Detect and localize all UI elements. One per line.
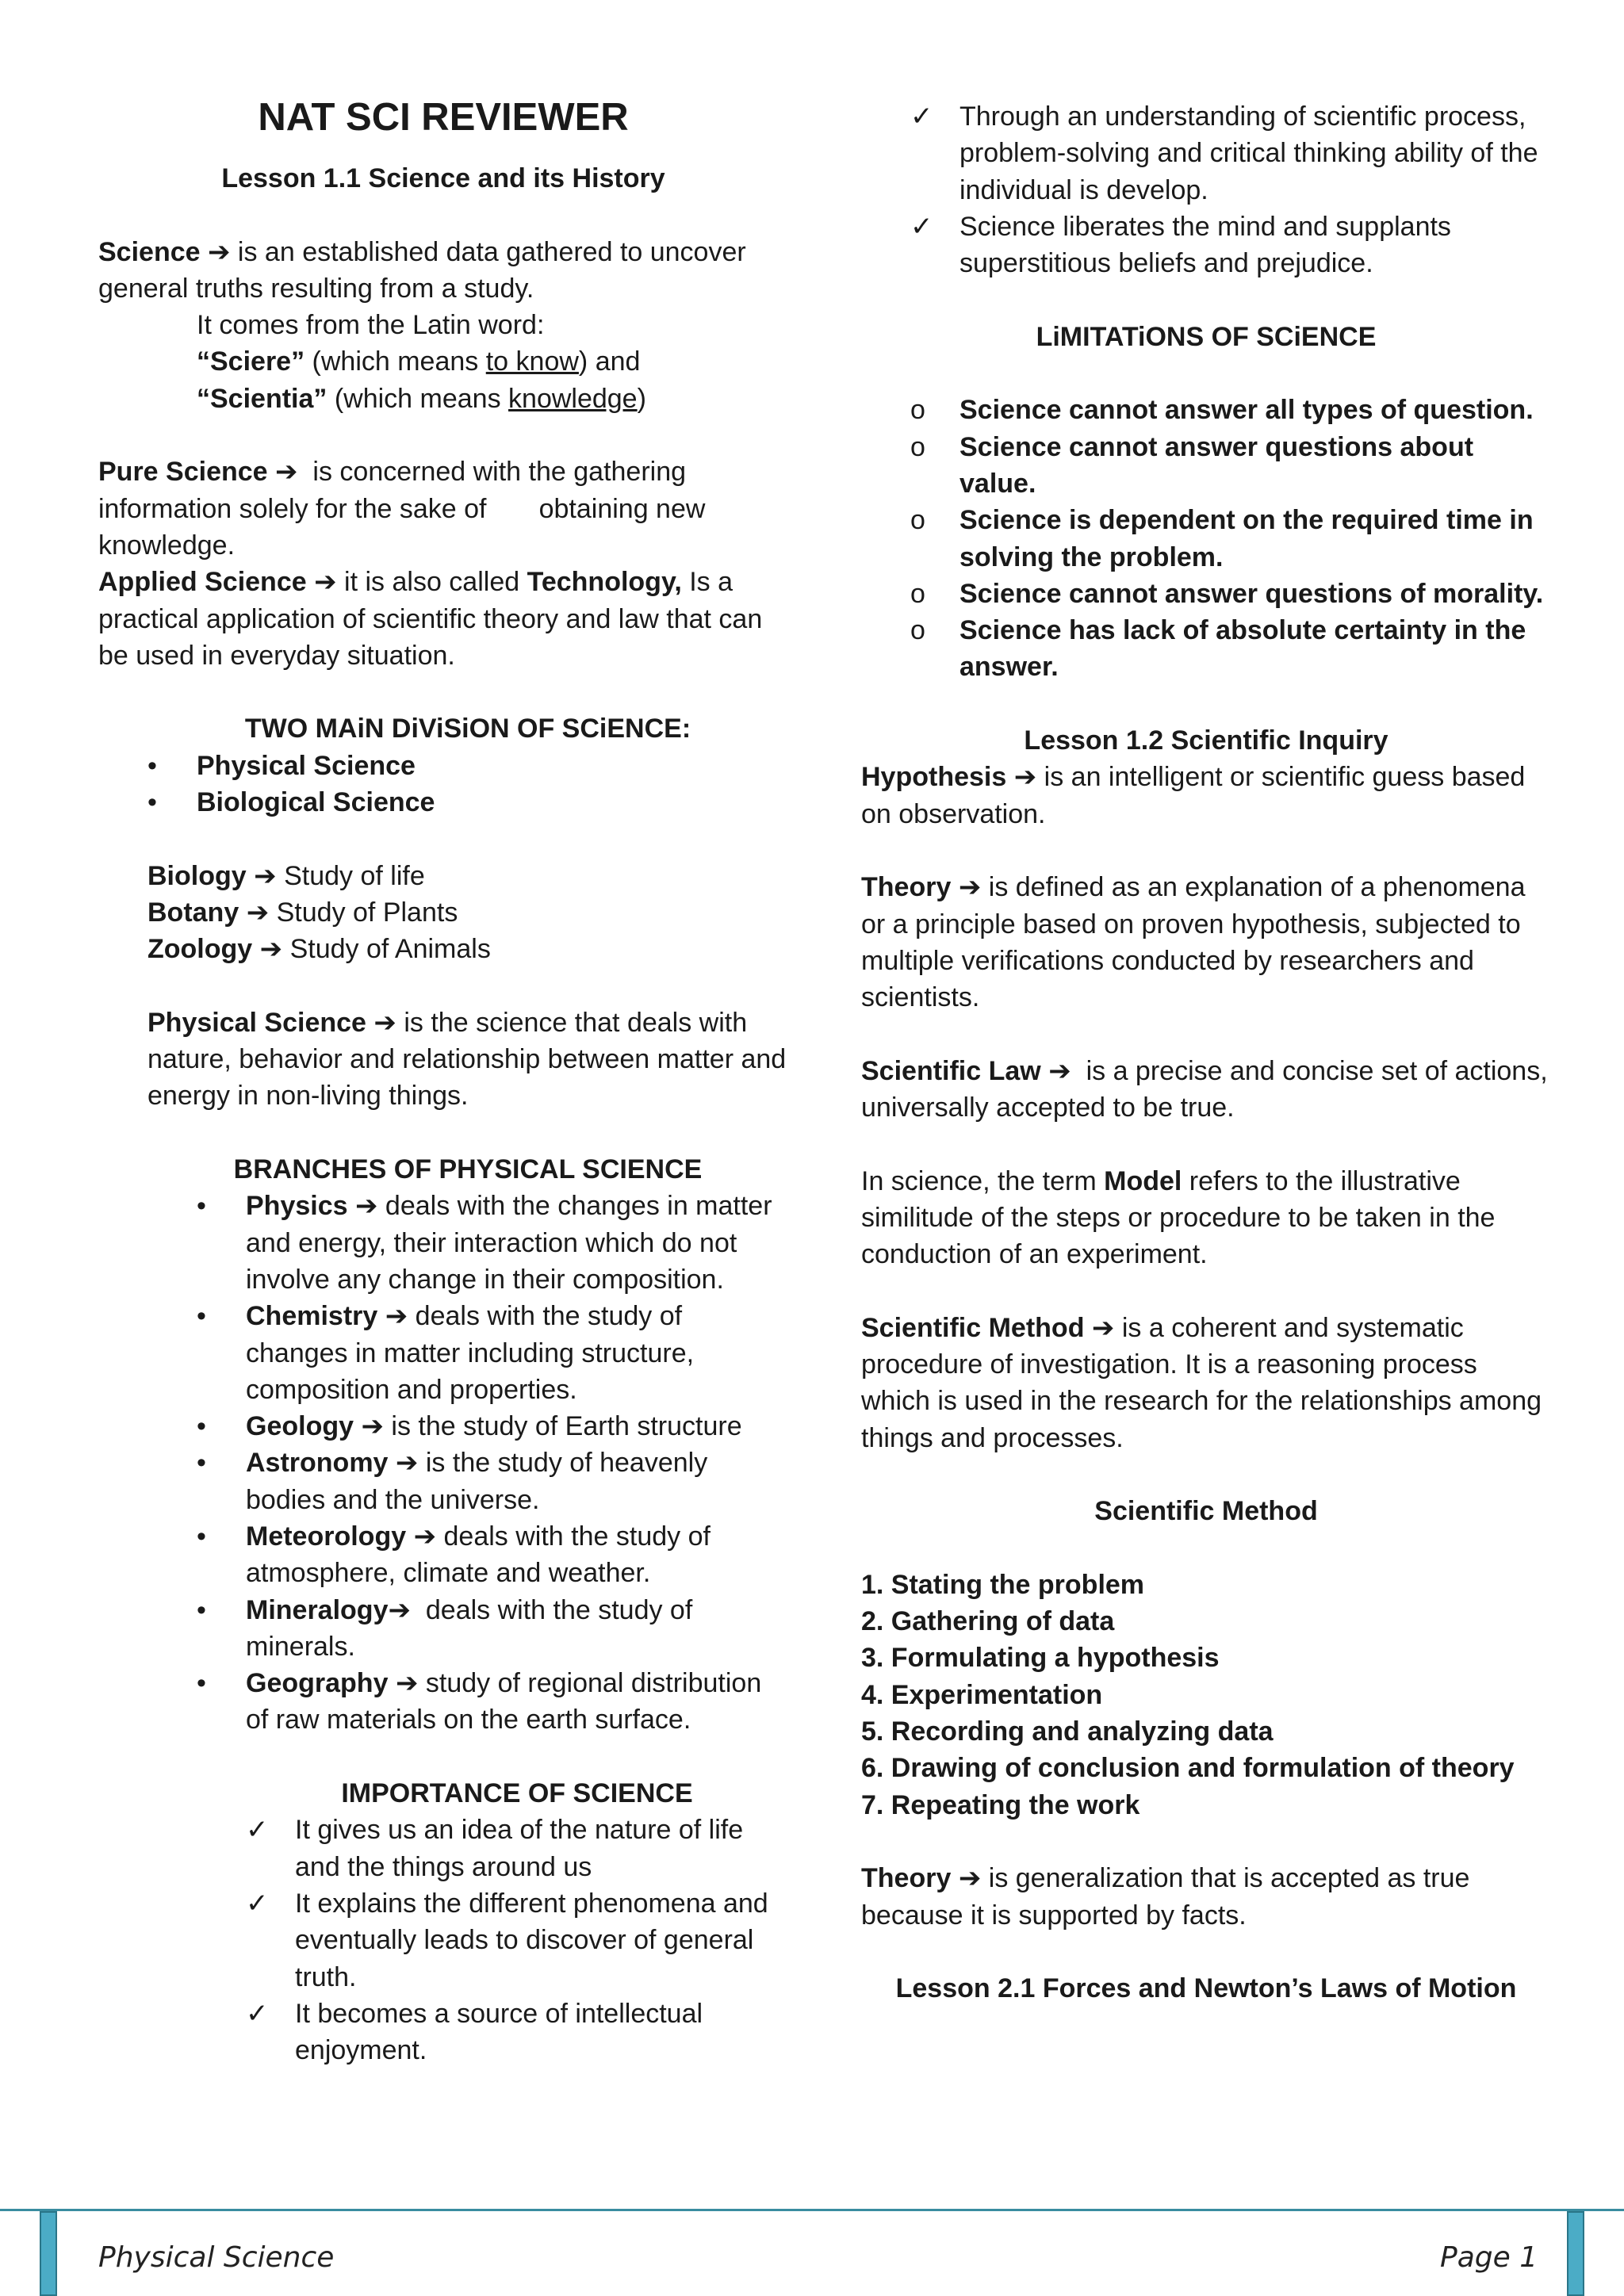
list-item: • Chemistry ➔ deals with the study of changes in matter including structure, composition and properties. [98, 1298, 788, 1408]
importance-list-continued [763, 98, 1551, 281]
list-item: o Science has lack of absolute certainty in the answer. [763, 612, 1551, 686]
latin-scientia: “Scientia” (which means knowledge) [197, 383, 646, 414]
footer-subject: Physical Science [98, 2241, 335, 2274]
list-item: o Science is dependent on the required time in solving the problem. [763, 502, 1551, 576]
list-item: • Biological Science [98, 784, 788, 821]
applied-science-definition: Applied Science ➔ it is also called Technology, Is a practical application of scientific theory and law that can be used in everyday situation. [98, 567, 763, 671]
page-title: NAT SCI REVIEWER [258, 96, 629, 139]
list-item: • Geography ➔ study of regional distribution of raw materials on the earth surface. [98, 1665, 788, 1739]
zoology-line: Zoology ➔ Study of Animals [147, 934, 491, 965]
branches-heading: BRANCHES OF PHYSICAL SCIENCE [233, 1154, 703, 1185]
list-item: • Meteorology ➔ deals with the study of atmosphere, climate and weather. [98, 1518, 788, 1592]
list-item: • Physics ➔ deals with the changes in matter and energy, their interaction which do not involve any change in their composition. [98, 1188, 788, 1298]
circle-bullet-icon: o [910, 578, 925, 609]
check-icon: ✓ [910, 101, 933, 132]
list-item: ✓ It gives us an idea of the nature of life and the things around us [98, 1812, 788, 1885]
list-item: ✓ It explains the different phenomena and eventually leads to discover of general truth. [98, 1885, 788, 1996]
circle-bullet-icon: o [910, 505, 925, 536]
right-column [861, 98, 1556, 2007]
importance-heading: IMPORTANCE OF SCIENCE [341, 1778, 693, 1809]
list-item: 3. Formulating a hypothesis [861, 1643, 1220, 1674]
divisions-list [98, 748, 788, 821]
footer-right-bar [1567, 2211, 1584, 2296]
list-item: 5. Recording and analyzing data [861, 1716, 1274, 1747]
page-number: Page 1 [1440, 2241, 1538, 2274]
check-icon: ✓ [246, 1888, 269, 1919]
biology-line: Biology ➔ Study of life [147, 860, 425, 891]
list-item: • Physical Science [98, 748, 788, 784]
model-definition: In science, the term Model refers to the illustrative similitude of the steps or procedure to be taken in the conduction of an experiment. [861, 1165, 1496, 1270]
circle-bullet-icon: o [910, 395, 925, 426]
scientific-method-heading: Scientific Method [1094, 1496, 1318, 1527]
botany-line: Botany ➔ Study of Plants [147, 897, 458, 928]
physical-science-definition: Physical Science ➔ is the science that deals with nature, behavior and relationship between matter and energy in non-living things. [147, 1007, 787, 1112]
list-item: 4. Experimentation [861, 1679, 1103, 1710]
check-icon: ✓ [246, 1815, 269, 1846]
list-item: o Science cannot answer questions about value. [763, 429, 1551, 503]
list-item: 7. Repeating the work [861, 1789, 1140, 1820]
circle-bullet-icon: o [910, 615, 925, 646]
footer-left-bar [40, 2211, 57, 2296]
list-item: • Mineralogy➔ deals with the study of minerals. [98, 1592, 788, 1666]
importance-list [98, 1812, 788, 2068]
list-item: o Science cannot answer questions of morality. [763, 576, 1551, 612]
limitations-heading: LiMITATiONS OF SCiENCE [1036, 321, 1377, 352]
left-column [98, 94, 788, 2068]
check-icon: ✓ [246, 1998, 269, 2029]
list-item: ✓ Science liberates the mind and supplants superstitious beliefs and prejudice. [763, 209, 1551, 282]
latin-intro: It comes from the Latin word: [197, 310, 545, 341]
scientific-law-definition: Scientific Law ➔ is a precise and concise set of actions, universally accepted to be true. [861, 1055, 1556, 1123]
list-item: ✓ It becomes a source of intellectual enjoyment. [98, 1996, 788, 2069]
method-steps [861, 1567, 1551, 1823]
circle-bullet-icon: o [910, 431, 925, 462]
theory-generalization: Theory ➔ is generalization that is accepted as true because it is supported by facts. [861, 1863, 1470, 1931]
list-item: • Geology ➔ is the study of Earth structure [98, 1408, 788, 1445]
list-item: • Astronomy ➔ is the study of heavenly bodies and the universe. [98, 1445, 788, 1518]
lesson-heading: Lesson 1.1 Science and its History [221, 163, 665, 193]
footer-divider [0, 2209, 1624, 2211]
list-item: 6. Drawing of conclusion and formulation of theory [861, 1753, 1515, 1784]
list-item: ✓ Through an understanding of scientific process, problem-solving and critical thinking ability of the individual is develop. [763, 98, 1551, 209]
branches-list [98, 1188, 788, 1738]
lesson-1-2-heading: Lesson 1.2 Scientific Inquiry [1024, 725, 1388, 756]
divisions-heading: TWO MAiN DiViSiON OF SCiENCE: [244, 714, 691, 744]
latin-sciere: “Sciere” (which means to know) and [197, 346, 641, 377]
scientific-method-definition: Scientific Method ➔ is a coherent and systematic procedure of investigation. It is a reasoning process which is used in the research for the relationships among things and processes. [861, 1312, 1542, 1453]
lesson-2-1-heading: Lesson 2.1 Forces and Newton’s Laws of Motion [895, 1973, 1517, 2004]
list-item: 1. Stating the problem [861, 1569, 1145, 1600]
science-definition: Science ➔ is an established data gathered to uncover general truths resulting from a study. [98, 236, 746, 304]
list-item: 2. Gathering of data [861, 1606, 1115, 1637]
limitations-list [763, 392, 1551, 685]
theory-definition: Theory ➔ is defined as an explanation of a phenomena or a principle based on proven hypothesis, subjected to multiple verifications conducted by researchers and scientists. [861, 872, 1526, 1013]
check-icon: ✓ [910, 211, 933, 242]
pure-science-definition: Pure Science ➔ is concerned with the gathering information solely for the sake of obtaining new knowledge. [98, 457, 713, 561]
hypothesis-definition: Hypothesis ➔ is an intelligent or scientific guess based on observation. [861, 762, 1526, 829]
list-item: o Science cannot answer all types of question. [763, 392, 1551, 428]
